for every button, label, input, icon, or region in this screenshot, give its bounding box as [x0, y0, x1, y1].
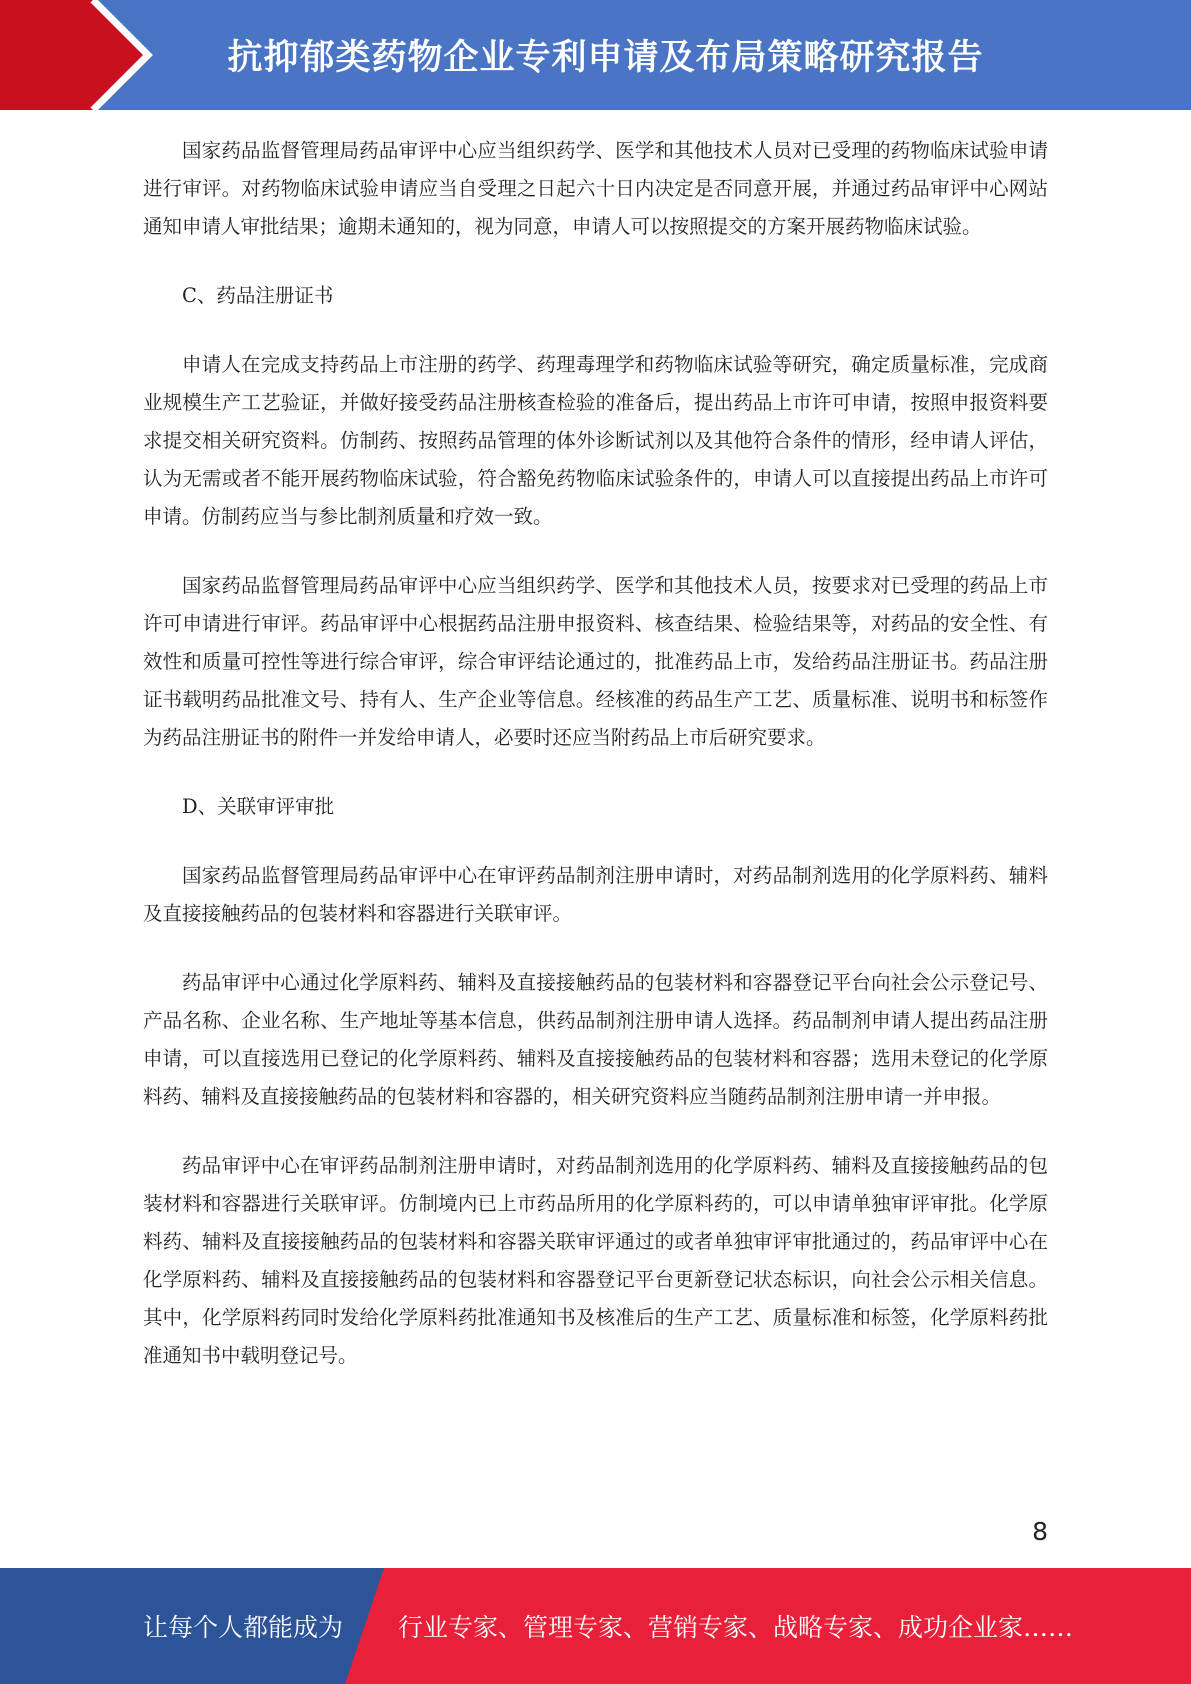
paragraph-separate-review: 药品审评中心在审评药品制剂注册申请时，对药品制剂选用的化学原料药、辅料及直接接触药品的包装材料和容器进行关联审评。仿制境内已上市药品所用的化学原料药的，可以申请单独审评审批。化学原料药、辅料及直接接触药品的包装材料和容器关联审评通过的或者单独审评审批通过的，药品审评中心在化学原料药、辅料及直接接触药品的包装材料和容器登记平台更新登记状态标识，向社会公示相关信息。其中，化学原料药同时发给化学原料药批准通知书及核准后的生产工艺、质量标准和标签，化学原料药批准通知书中载明登记号。	[143, 1154, 1048, 1367]
paragraph-clinical-trial-review: 国家药品监督管理局药品审评中心应当组织药学、医学和其他技术人员对已受理的药物临床试验申请进行审评。对药物临床试验申请应当自受理之日起六十日内决定是否同意开展，并通过药品审评中心网站通知申请人审批结果；逾期未通知的，视为同意，申请人可以按照提交的方案开展药物临床试验。	[143, 139, 1048, 238]
document-body	[143, 132, 1048, 1406]
paragraph-registration-platform: 药品审评中心通过化学原料药、辅料及直接接触药品的包装材料和容器登记平台向社会公示登记号、产品名称、企业名称、生产地址等基本信息，供药品制剂注册申请人选择。药品制剂申请人提出药品注册申请，可以直接选用已登记的化学原料药、辅料及直接接触药品的包装材料和容器；选用未登记的化学原料药、辅料及直接接触药品的包装材料和容器的，相关研究资料应当随药品制剂注册申请一并申报。	[143, 971, 1048, 1108]
footer-slogan-left: 让每个人都能成为	[143, 1613, 344, 1642]
paragraph-associated-review: 国家药品监督管理局药品审评中心在审评药品制剂注册申请时，对药品制剂选用的化学原料药、辅料及直接接触药品的包装材料和容器进行关联审评。	[143, 864, 1048, 925]
report-title: 抗抑郁类药物企业专利申请及布局策略研究报告	[227, 38, 984, 78]
footer-banner	[0, 1568, 1191, 1684]
paragraph-market-application: 申请人在完成支持药品上市注册的药学、药理毒理学和药物临床试验等研究，确定质量标准，完成商业规模生产工艺验证，并做好接受药品注册核查检验的准备后，提出药品上市许可申请，按照申报资料要求提交相关研究资料。仿制药、按照药品管理的体外诊断试剂以及其他符合条件的情形，经申请人评估，认为无需或者不能开展药物临床试验，符合豁免药物临床试验条件的，申请人可以直接提出药品上市许可申请。仿制药应当与参比制剂质量和疗效一致。	[143, 353, 1048, 528]
section-heading-d: D、关联审评审批	[182, 795, 335, 818]
section-heading-c: C、药品注册证书	[182, 284, 334, 307]
paragraph-registration-certificate: 国家药品监督管理局药品审评中心应当组织药学、医学和其他技术人员，按要求对已受理的药品上市许可申请进行审评。药品审评中心根据药品注册申报资料、核查结果、检验结果等，对药品的安全性、有效性和质量可控性等进行综合审评，综合审评结论通过的，批准药品上市，发给药品注册证书。药品注册证书载明药品批准文号、持有人、生产企业等信息。经核准的药品生产工艺、质量标准、说明书和标签作为药品注册证书的附件一并发给申请人，必要时还应当附药品上市后研究要求。	[143, 574, 1048, 749]
footer-slogan-right: 行业专家、管理专家、营销专家、战略专家、成功企业家……	[398, 1613, 1074, 1642]
header-banner	[0, 0, 1191, 110]
page-number: 8	[1032, 1517, 1048, 1546]
